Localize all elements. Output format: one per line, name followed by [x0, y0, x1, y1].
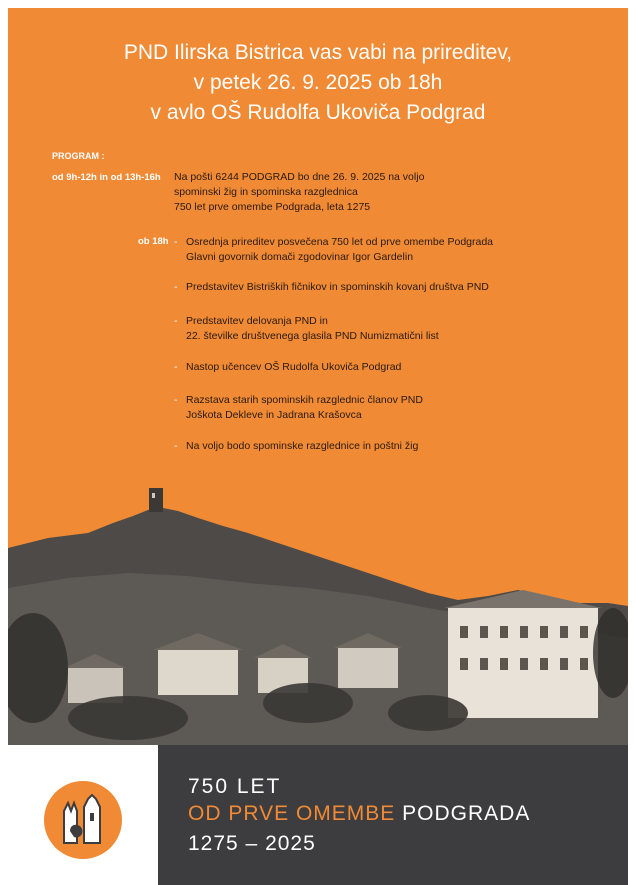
item-text: Na pošti 6244 PODGRAD bo dne 26. 9. 2025 na voljo [174, 171, 425, 183]
invitation-header [8, 38, 628, 128]
time-slot-morning: od 9h-12h in od 13h-16h [52, 172, 161, 183]
program-item-postcards [174, 439, 418, 454]
logo-area [8, 745, 158, 885]
dash: - [174, 394, 178, 406]
time-slot-evening: ob 18h [138, 236, 169, 247]
item-text: Na voljo bodo spominske razglednice in poštni žig [186, 440, 419, 452]
header-line-2: v petek 26. 9. 2025 ob 18h [193, 71, 443, 94]
anniversary-banner [158, 745, 628, 885]
item-text: 750 let prve omembe Podgrada, leta 1275 [174, 201, 371, 213]
program-item-coins [174, 280, 489, 295]
item-text: 22. številke društvenega glasila PND Numizmatični list [186, 330, 439, 342]
item-text: Nastop učencev OŠ Rudolfa Ukoviča Podgrad [186, 361, 402, 373]
item-text: Joškota Dekleve in Jadrana Krašovca [186, 409, 362, 421]
program-item-main-event [174, 235, 493, 265]
banner-highlight: OD PRVE OMEMBE [188, 802, 396, 825]
footer [8, 745, 628, 885]
dash: - [174, 281, 178, 293]
dash: - [174, 361, 178, 373]
dash: - [174, 440, 178, 452]
program-item-exhibition [174, 393, 423, 423]
item-text: spominski žig in spominska razglednica [174, 186, 358, 198]
banner-podgrada: PODGRADA [395, 802, 531, 825]
tower-window [152, 493, 155, 498]
castle-building [444, 590, 602, 718]
podgrad-landscape-illustration [8, 478, 628, 745]
item-text: Predstavitev Bistriških fičnikov in spominskih kovanj društva PND [186, 281, 489, 293]
item-text: Glavni govornik domači zgodovinar Igor Gardelin [186, 251, 414, 263]
program-label: PROGRAM : [52, 151, 105, 161]
dash: - [174, 315, 178, 327]
orange-panel [8, 8, 628, 745]
program-item-post-office [174, 170, 424, 215]
header-line-1: PND Ilirska Bistrica vas vabi na prireditev, [123, 41, 513, 64]
society-logo [44, 781, 122, 859]
item-text: Predstavitev delovanja PND in [186, 315, 328, 327]
header-line-3: v avlo OŠ Rudolfa Ukoviča Podgrad [150, 101, 486, 124]
banner-line-1: 750 LET [188, 775, 282, 798]
banner-years: 1275 – 2025 [188, 832, 316, 855]
program-item-society [174, 314, 439, 344]
item-text: Razstava starih spominskih razglednic članov PND [186, 394, 423, 406]
banner-line-2 [188, 802, 530, 826]
program-item-pupils [174, 360, 401, 375]
tower [149, 488, 163, 512]
item-text: Osrednja prireditev posvečena 750 let od prve omembe Podgrada [186, 236, 494, 248]
dash: - [174, 236, 178, 248]
